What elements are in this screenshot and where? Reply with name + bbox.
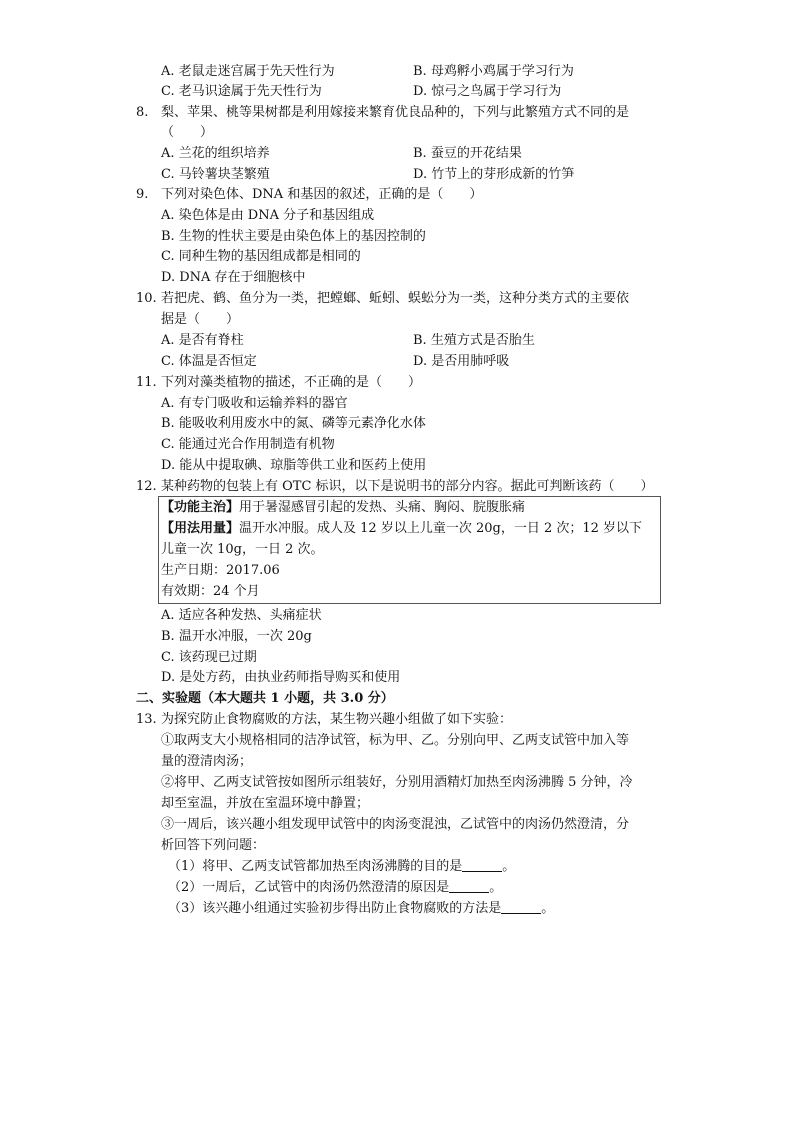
- q13-step3-line1: ③一周后，该兴趣小组发现甲试管中的肉汤变混浊，乙试管中的肉汤仍然澄清，分: [161, 817, 630, 832]
- q13-sub1-text: （1）将甲、乙两支试管都加热至肉汤沸腾的目的是: [168, 859, 463, 874]
- q8-option-c: C. 马铃薯块茎繁殖: [161, 167, 270, 182]
- q13-step2-line2: 却至室温，并放在室温环境中静置；: [161, 796, 370, 811]
- q10-option-a: A. 是否有脊柱: [161, 333, 244, 348]
- box-function-text: 用于暑湿感冒引起的发热、头痛、胸闷、脘腹胀痛: [239, 500, 526, 515]
- q9-option-d: D. DNA 存在于细胞核中: [161, 270, 306, 285]
- box-usage-text-2: 儿童一次 10g，一日 2 次。: [161, 542, 324, 557]
- q11-option-a: A. 有专门吸收和运输养料的器官: [161, 396, 348, 411]
- q11-option-c: C. 能通过光合作用制造有机物: [161, 437, 335, 452]
- box-function-tag: 【功能主治】: [161, 500, 240, 515]
- q13-step1-line2: 量的澄清肉汤；: [161, 754, 253, 769]
- q7-option-a: A. 老鼠走迷宫属于先天性行为: [161, 64, 335, 79]
- drug-instructions-box: [158, 496, 661, 604]
- q13-sub1-answer-blank[interactable]: [462, 857, 502, 872]
- box-production-date: 生产日期：2017.06: [161, 563, 280, 578]
- q8-stem-line2: （ ）: [161, 125, 214, 140]
- q10-stem-line2: 据是（ ）: [161, 312, 240, 327]
- box-validity: 有效期：24 个月: [161, 584, 260, 599]
- q13-sub2-answer-blank[interactable]: [449, 878, 489, 893]
- q12-number: 12.: [136, 479, 157, 494]
- q13-number: 13.: [136, 712, 157, 727]
- q9-number: 9.: [136, 187, 149, 202]
- q9-stem: 下列对染色体、DNA 和基因的叙述，正确的是（ ）: [161, 187, 483, 202]
- q11-stem: 下列对藻类植物的描述，不正确的是（ ）: [161, 375, 422, 390]
- q10-option-d: D. 是否用肺呼吸: [413, 354, 510, 369]
- q13-sub2: [168, 878, 502, 899]
- q12-stem: 某种药物的包装上有 OTC 标识，以下是说明书的部分内容。据此可判断该药（ ）: [161, 479, 654, 494]
- q7-option-c: C. 老马识途属于先天性行为: [161, 84, 322, 99]
- q9-option-c: C. 同种生物的基因组成都是相同的: [161, 249, 361, 264]
- q13-sub1: [168, 857, 515, 878]
- box-usage-tag: 【用法用量】: [161, 521, 240, 536]
- q10-option-c: C. 体温是否恒定: [161, 354, 257, 369]
- q13-sub2-period: 。: [489, 880, 503, 895]
- q13-sub3-period: 。: [541, 901, 555, 916]
- box-validity-line: [161, 582, 260, 603]
- q13-sub3-text: （3）该兴趣小组通过实验初步得出防止食物腐败的方法是: [168, 901, 502, 916]
- q13-sub1-period: 。: [502, 859, 516, 874]
- section-2-title: 二、实验题（本大题共 1 小题，共 3.0 分）: [136, 691, 394, 706]
- q13-sub2-text: （2）一周后，乙试管中的肉汤仍然澄清的原因是: [168, 880, 450, 895]
- q7-option-d: D. 惊弓之鸟属于学习行为: [413, 84, 562, 99]
- q13-sub3-answer-blank[interactable]: [501, 899, 541, 914]
- q10-stem-line1: 若把虎、鹤、鱼分为一类，把螳螂、蚯蚓、蜈蚣分为一类，这种分类方式的主要依: [161, 291, 630, 306]
- box-usage-line-1: [161, 519, 642, 540]
- q11-option-b: B. 能吸收利用废水中的氮、磷等元素净化水体: [161, 416, 426, 431]
- q11-option-d: D. 能从中提取碘、琼脂等供工业和医药上使用: [161, 458, 427, 473]
- q8-number: 8.: [136, 105, 149, 120]
- q11-number: 11.: [136, 375, 157, 390]
- q12-option-c: C. 该药现已过期: [161, 650, 257, 665]
- q13-stem: 为探究防止食物腐败的方法，某生物兴趣小组做了如下实验：: [161, 712, 513, 727]
- box-production-date-line: [161, 561, 280, 582]
- q12-option-b: B. 温开水冲服，一次 20g: [161, 629, 312, 644]
- q10-option-b: B. 生殖方式是否胎生: [413, 333, 535, 348]
- box-usage-text-1: 温开水冲服。成人及 12 岁以上儿童一次 20g，一日 2 次；12 岁以下: [239, 521, 643, 536]
- q8-option-b: B. 蚕豆的开花结果: [413, 146, 522, 161]
- q12-option-d: D. 是处方药，由执业药师指导购买和使用: [161, 670, 401, 685]
- q10-number: 10.: [136, 291, 157, 306]
- q7-option-b: B. 母鸡孵小鸡属于学习行为: [413, 64, 574, 79]
- q13-sub3: [168, 899, 554, 920]
- q8-stem-line1: 梨、苹果、桃等果树都是利用嫁接来繁育优良品种的，下列与此繁殖方式不同的是: [161, 105, 630, 120]
- box-usage-line-2: [161, 540, 324, 561]
- q8-option-d: D. 竹节上的芽形成新的竹笋: [413, 167, 575, 182]
- q9-option-b: B. 生物的性状主要是由染色体上的基因控制的: [161, 229, 426, 244]
- box-function-line: [161, 498, 525, 519]
- q13-step1-line1: ①取两支大小规格相同的洁净试管，标为甲、乙。分别向甲、乙两支试管中加入等: [161, 733, 630, 748]
- q8-option-a: A. 兰花的组织培养: [161, 146, 270, 161]
- q13-step3-line2: 析回答下列问题：: [161, 838, 266, 853]
- q9-option-a: A. 染色体是由 DNA 分子和基因组成: [161, 208, 375, 223]
- q13-step2-line1: ②将甲、乙两支试管按如图所示组装好，分别用酒精灯加热至肉汤沸腾 5 分钟，冷: [161, 775, 633, 790]
- q12-option-a: A. 适应各种发热、头痛症状: [161, 608, 322, 623]
